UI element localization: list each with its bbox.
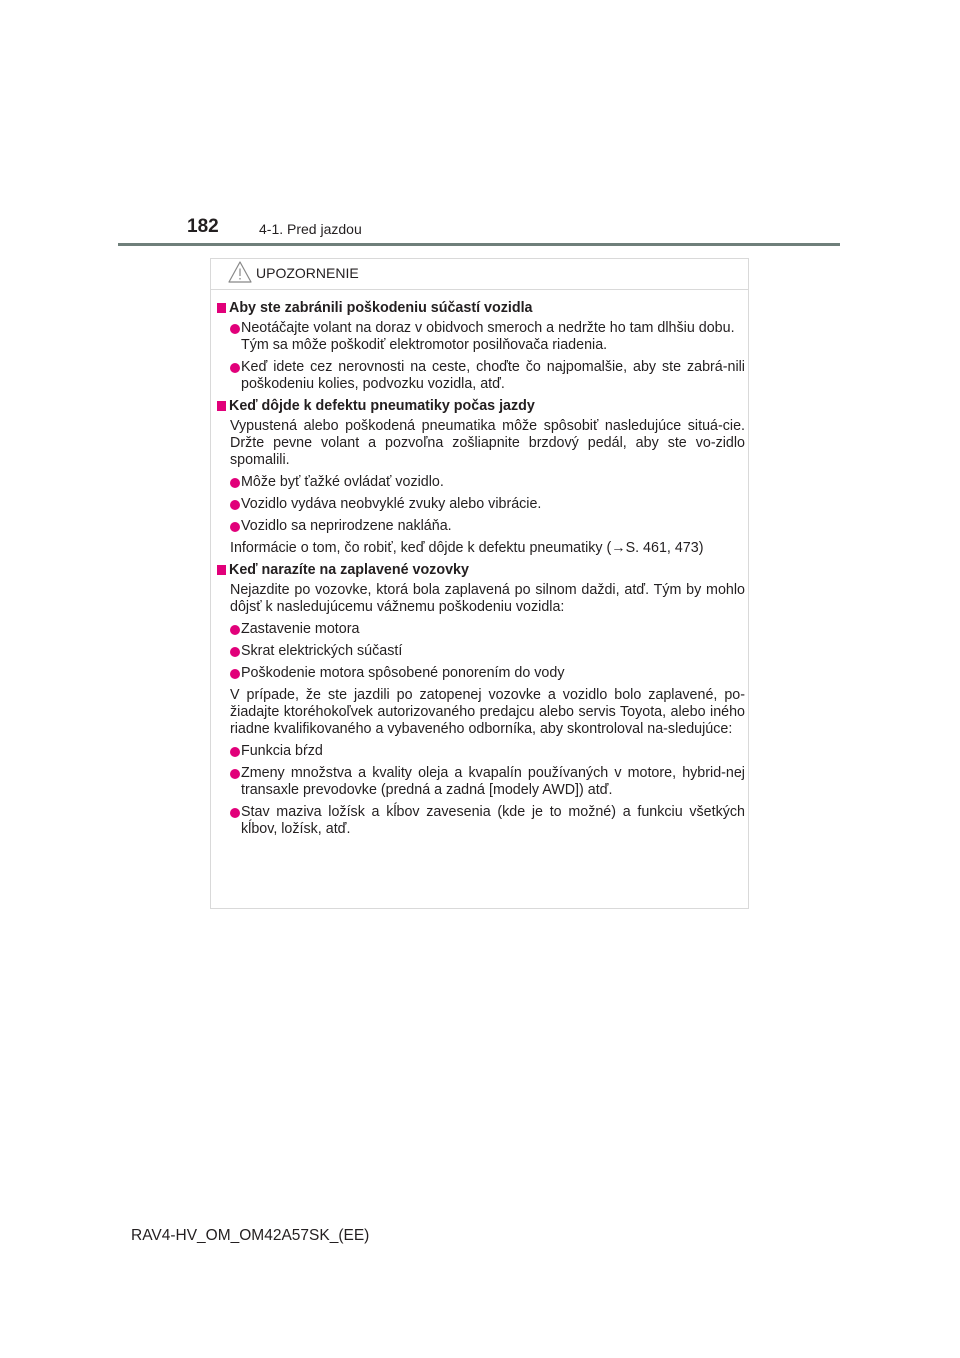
text-line: Stav maziva ložísk a kĺbov zavesenia (kde je to možné) a funkciu všetkých kĺbov, ložísk, atď. bbox=[241, 804, 745, 837]
bullet-item bbox=[215, 359, 745, 393]
warning-header bbox=[211, 259, 748, 290]
text-line: Skrat elektrických súčastí bbox=[241, 643, 403, 659]
round-bullet-icon bbox=[230, 478, 240, 488]
bullet-item bbox=[215, 320, 745, 354]
section-heading-text: Aby ste zabránili poškodeniu súčastí vozidla bbox=[229, 300, 533, 316]
round-bullet-icon bbox=[230, 808, 240, 818]
round-bullet-icon bbox=[230, 625, 240, 635]
document-code: RAV4-HV_OM_OM42A57SK_(EE) bbox=[131, 1227, 370, 1244]
round-bullet-icon bbox=[230, 324, 240, 334]
text-line: Tým sa môže poškodiť elektromotor posilňovača riadenia. bbox=[241, 337, 608, 353]
paragraph bbox=[215, 418, 745, 469]
bullet-item bbox=[215, 518, 745, 535]
paragraph bbox=[215, 582, 745, 616]
bullet-item bbox=[215, 496, 745, 513]
text-line: Poškodenie motora spôsobené ponorením do vody bbox=[241, 665, 565, 681]
page-number: 182 bbox=[187, 216, 219, 237]
round-bullet-icon bbox=[230, 769, 240, 779]
text-line: V prípade, že ste jazdili po zatopenej vozovke a vozidlo bolo zaplavené, po-žiadajte ktoréhokoľvek autorizovaného predajcu alebo servis Toyota, alebo iného riadne kvalifikovaného a vybaveného odborníka, aby skontroloval na-sledujúce: bbox=[230, 687, 745, 737]
warning-title: UPOZORNENIE bbox=[256, 265, 359, 281]
round-bullet-icon bbox=[230, 647, 240, 657]
section-heading-text: Keď dôjde k defektu pneumatiky počas jazdy bbox=[229, 398, 535, 414]
section-heading bbox=[215, 562, 745, 579]
text-line: Vozidlo sa neprirodzene nakláňa. bbox=[241, 518, 452, 534]
square-bullet-icon bbox=[217, 401, 226, 411]
text-line: Zastavenie motora bbox=[241, 621, 360, 637]
bullet-item bbox=[215, 765, 745, 799]
warning-triangle-icon bbox=[227, 260, 253, 284]
square-bullet-icon bbox=[217, 303, 226, 313]
header-divider bbox=[118, 243, 840, 246]
bullet-item bbox=[215, 665, 745, 682]
text-line: Informácie o tom, čo robiť, keď dôjde k defektu pneumatiky (→S. 461, 473) bbox=[230, 540, 704, 556]
section-heading bbox=[215, 398, 745, 415]
section-heading-text: Keď narazíte na zaplavené vozovky bbox=[229, 562, 469, 578]
round-bullet-icon bbox=[230, 522, 240, 532]
text-line: Môže byť ťažké ovládať vozidlo. bbox=[241, 474, 444, 490]
section-title: 4-1. Pred jazdou bbox=[259, 221, 362, 237]
text-line: Keď idete cez nerovnosti na ceste, choďte čo najpomalšie, aby ste zabrá-nili poškodeniu kolies, podvozku vozidla, atď. bbox=[241, 359, 745, 392]
bullet-item bbox=[215, 621, 745, 638]
text-line: Vypustená alebo poškodená pneumatika môže spôsobiť nasledujúce situá-cie. Držte pevne volant a pozvoľna zošliapnite brzdový pedál, aby ste vo-zidlo spomalili. bbox=[230, 418, 745, 468]
text-line: Funkcia bŕzd bbox=[241, 743, 323, 759]
paragraph bbox=[215, 540, 745, 557]
text-line: Nejazdite po vozovke, ktorá bola zaplavená po silnom daždi, atď. Tým by mohlo dôjsť k nasledujúcemu vážnemu poškodeniu vozidla: bbox=[230, 582, 745, 615]
round-bullet-icon bbox=[230, 363, 240, 373]
text-line: Vozidlo vydáva neobvyklé zvuky alebo vibrácie. bbox=[241, 496, 542, 512]
warning-box bbox=[210, 258, 749, 909]
round-bullet-icon bbox=[230, 747, 240, 757]
round-bullet-icon bbox=[230, 500, 240, 510]
section-heading bbox=[215, 300, 745, 317]
square-bullet-icon bbox=[217, 565, 226, 575]
round-bullet-icon bbox=[230, 669, 240, 679]
bullet-item bbox=[215, 474, 745, 491]
paragraph bbox=[215, 687, 745, 738]
bullet-item bbox=[215, 643, 745, 660]
warning-content bbox=[215, 300, 745, 843]
bullet-item bbox=[215, 804, 745, 838]
text-line: Zmeny množstva a kvality oleja a kvapalín používaných v motore, hybrid-nej transaxle prevodovke (predná a zadná [modely AWD]) atď. bbox=[241, 765, 745, 798]
bullet-item bbox=[215, 743, 745, 760]
text-line: Neotáčajte volant na doraz v obidvoch smeroch a nedržte ho tam dlhšiu dobu. bbox=[241, 320, 735, 336]
